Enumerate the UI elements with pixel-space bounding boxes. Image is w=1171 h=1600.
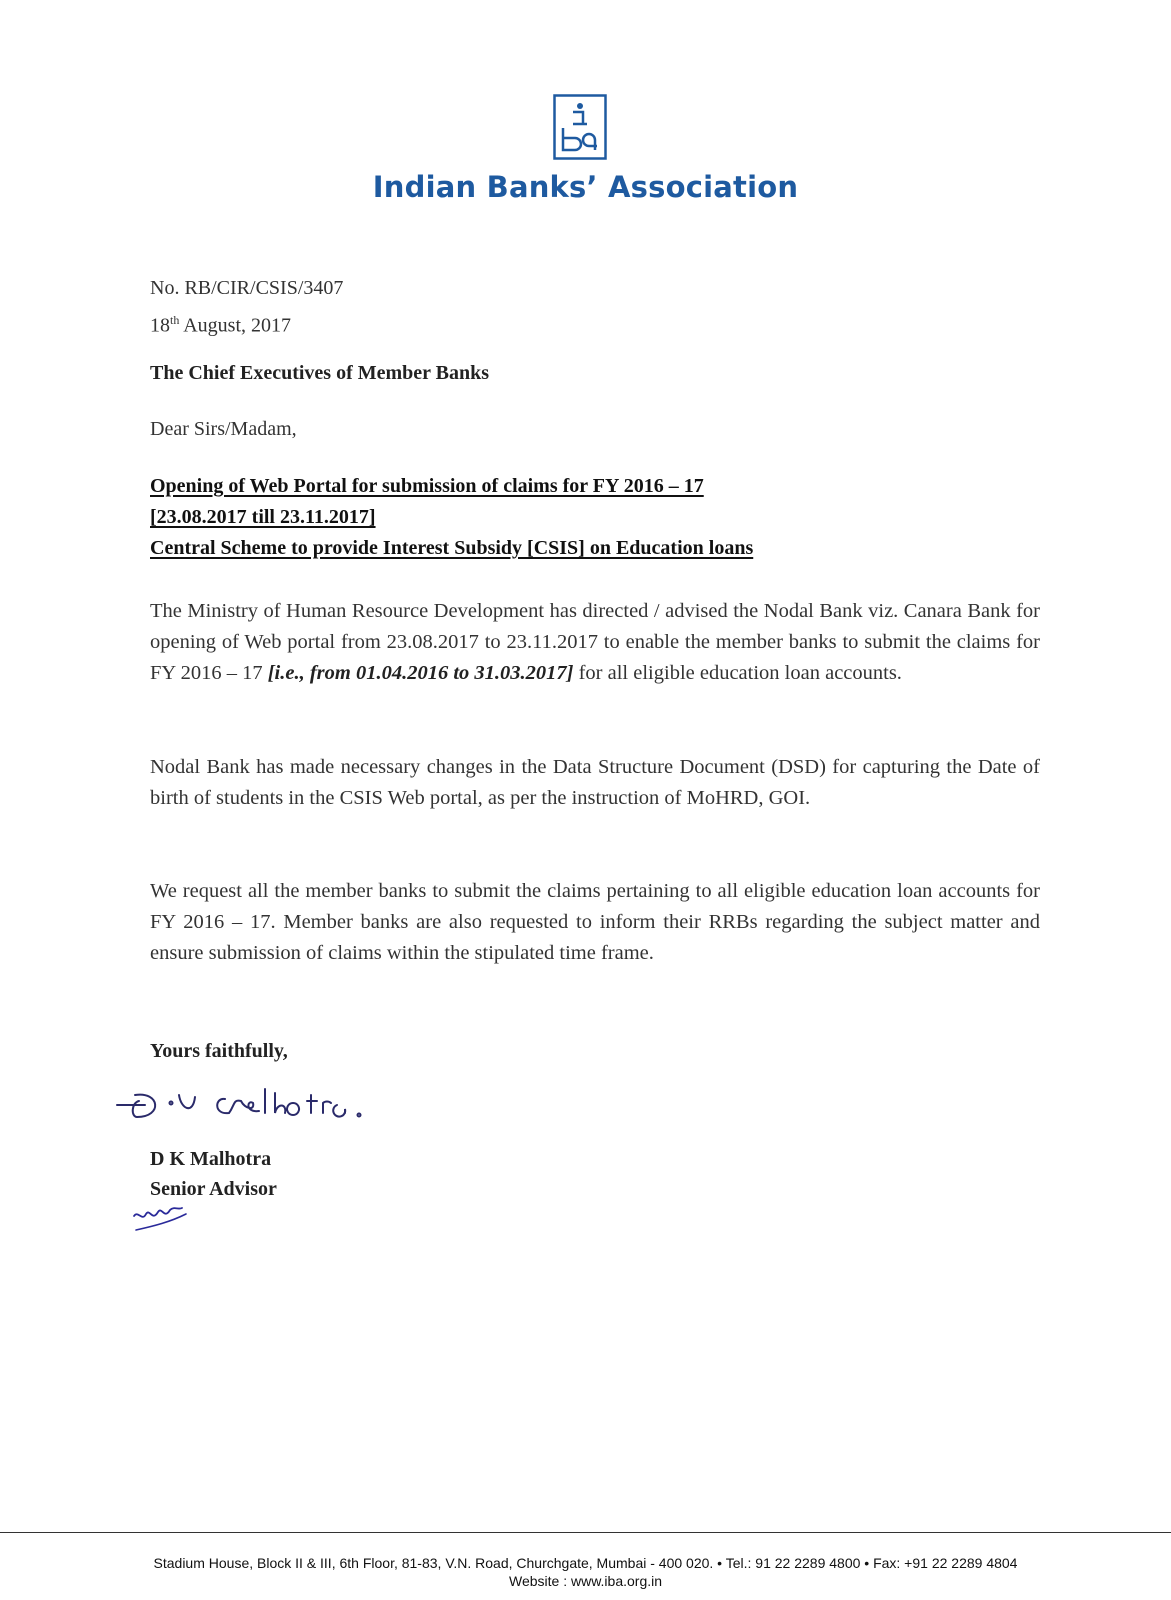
body-paragraph-3: We request all the member banks to submit the claims pertaining to all eligible education loan accounts for FY 2016 – 17. Member banks are also requested to inform their RRBs regarding the subject matter and ensure submission of claims within the stipulated time frame. <box>150 880 1040 964</box>
date-day: 18 <box>150 314 170 337</box>
date-rest: August, 2017 <box>179 314 292 337</box>
addressee: The Chief Executives of Member Banks <box>150 362 490 384</box>
salutation: Dear Sirs/Madam, <box>150 418 297 440</box>
letter-date <box>150 304 343 342</box>
reference-block <box>150 272 343 342</box>
reference-number: No. RB/CIR/CSIS/3407 <box>150 277 344 299</box>
subject-line-3: Central Scheme to provide Interest Subsidy [CSIS] on Education loans <box>150 537 754 559</box>
subject-block <box>150 471 753 564</box>
handwritten-initials <box>130 1200 200 1240</box>
p1-text-end: for all eligible education loan accounts. <box>573 662 902 684</box>
footer-divider <box>0 1532 1171 1533</box>
body-paragraph-2: Nodal Bank has made necessary changes in the Data Structure Document (DSD) for capturing the Date of birth of students in the CSIS Web portal, as per the instruction of MoHRD, GOI. <box>150 756 1040 809</box>
footer <box>0 1554 1171 1590</box>
closing: Yours faithfully, <box>150 1040 288 1062</box>
p1-text-start: The Ministry of Human Resource Development has directed / advised the Nodal Bank viz. Canara Bank for opening of Web portal from 23.08.2017 to 23.11.2017 to enable the member banks to submit the claims for FY 2016 – 17 <box>150 600 1040 684</box>
footer-address: Stadium House, Block II & III, 6th Floor, 81-83, V.N. Road, Churchgate, Mumbai - 400 020. • Tel.: 91 22 2289 4800 • Fax: +91 22 2289 4804 <box>153 1555 1018 1571</box>
signer-block <box>150 1144 277 1204</box>
subject-line-1: Opening of Web Portal for submission of claims for FY 2016 – 17 <box>150 475 704 497</box>
iba-logo-icon <box>553 94 607 160</box>
footer-website: Website : www.iba.org.in <box>508 1573 663 1589</box>
body-paragraph-1 <box>150 596 1040 689</box>
subject-line-2: [23.08.2017 till 23.11.2017] <box>150 506 376 528</box>
handwritten-signature <box>115 1085 405 1135</box>
signer-name: D K Malhotra <box>150 1148 272 1170</box>
date-suffix: th <box>170 313 180 327</box>
signer-title: Senior Advisor <box>150 1178 277 1200</box>
p1-period-emphasis: [i.e., from 01.04.2016 to 31.03.2017] <box>267 662 574 684</box>
organization-name: Indian Banks’ Association <box>372 170 799 204</box>
